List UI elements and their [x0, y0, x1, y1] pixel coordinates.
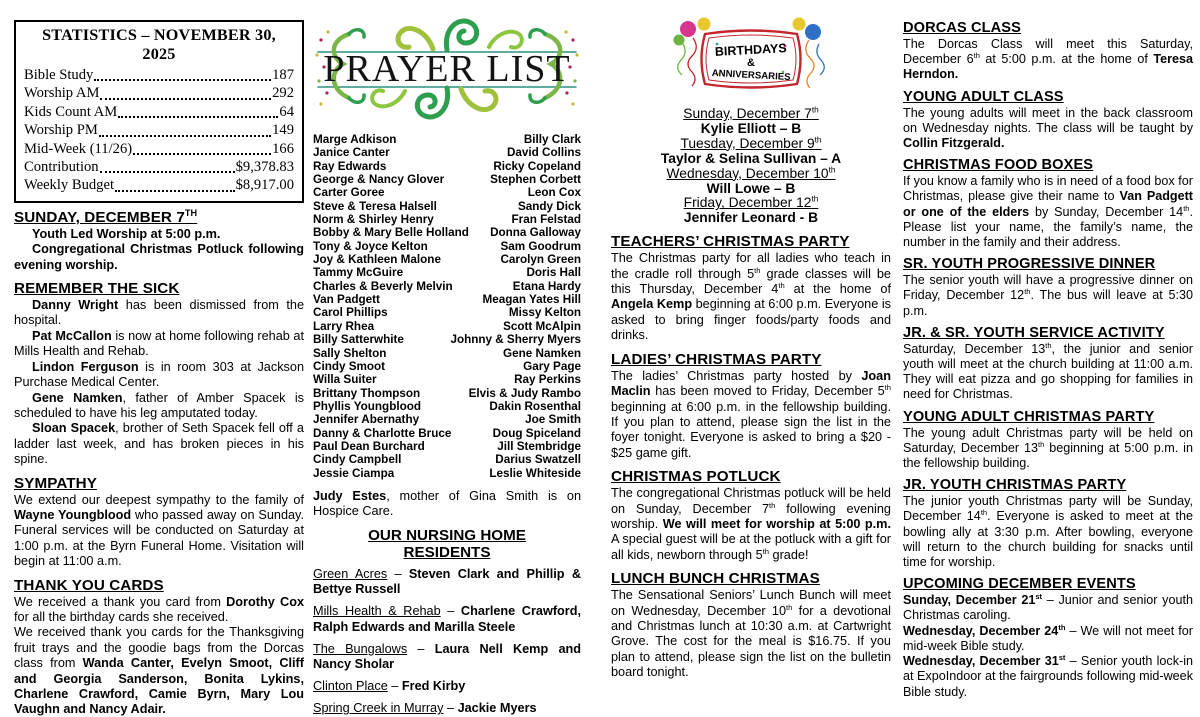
balloon-yellow-left [698, 18, 711, 31]
column-events [611, 16, 891, 681]
section-heading-young-adult-party: YOUNG ADULT CHRISTMAS PARTY [903, 408, 1155, 425]
prayer-name: Norm & Shirley Henry [313, 213, 434, 227]
prayer-name: Meagan Yates Hill [482, 293, 581, 307]
dot-leader [99, 135, 271, 137]
birthday-date: Sunday, December 7th [683, 105, 819, 121]
birthday-name: Will Lowe – B [706, 180, 796, 196]
stat-label: Contribution [24, 159, 99, 176]
prayer-name: Carol Phillips [313, 306, 388, 320]
thankyou-paragraph: We received thank you cards for the Thanksgiving fruit trays and the goodie bags from the Dorcas class from Wanda Canter, Evelyn Smoot, Cliff and Georgia Sanderson, Bonita Lykins, Charlene Crawford, Camie Byrn, Mary Lou Vaughn and Nancy Adair. [14, 625, 304, 717]
prayer-name: Sally Shelton [313, 346, 387, 360]
section-heading-dorcas-class: DORCAS CLASS [903, 20, 1021, 36]
prayer-name: Billy Clark [523, 133, 581, 146]
section-heading-upcoming-events: UPCOMING DECEMBER EVENTS [903, 576, 1136, 593]
dot-leader [118, 116, 278, 118]
sick-paragraph: Danny Wright has been dismissed from the hospital. [14, 298, 305, 328]
prayer-row [313, 200, 581, 213]
prayer-name: Leslie Whiteside [489, 466, 581, 480]
sick-paragraph: Lindon Ferguson is in room 303 at Jackson Purchase Medical Center. [14, 359, 304, 390]
stat-label: Worship AM [24, 85, 100, 102]
prayer-list-header-image [313, 14, 581, 124]
lunch-bunch-body: The Sensational Seniors’ Lunch Bunch will meet on Wednesday, December 10th for a devotional and Christmas lunch at 10:30 a.m. at Cartwright Grove. The cost for the meal is $16.75. If you plan to attend, please sign the list on the bulletin board tonight. [611, 588, 891, 680]
christmas-potluck-body: The congregational Christmas potluck will be held on Sunday, December 7th following evening worship. We will meet for worship at 5:00 p.m. A special guest will be at the potluck with a gift for all kids, newborn through 5th grade! [611, 486, 891, 562]
birthday-name: Jennifer Leonard - B [683, 210, 819, 226]
young-adult-class-body: The young adults will meet in the back classroom on Wednesday nights. The class will be taught by Collin Fitzgerald. [903, 105, 1193, 151]
prayer-row [313, 347, 581, 360]
prayer-name: Cindy Smoot [313, 359, 386, 373]
sick-paragraph: Pat McCallon is now at home following rehab at Mills Health and Rehab. [14, 328, 304, 359]
prayer-name: Joe Smith [525, 413, 581, 427]
prayer-row [313, 333, 581, 346]
statistics-row [24, 103, 294, 121]
statistics-row [24, 140, 294, 158]
prayer-name: Paul Dean Burchard [313, 439, 425, 453]
nursing-home-entry: Spring Creek in Murray – Jackie Myers [313, 701, 537, 716]
prayer-name: Stephen Corbett [490, 173, 581, 187]
balloon-blue [805, 24, 821, 40]
banner-text-anniversaries: ANNIVERSARIES [711, 67, 791, 84]
prayer-row [313, 467, 581, 480]
prayer-row [313, 266, 581, 279]
prayer-row [313, 253, 581, 266]
teachers-party-body: The Christmas party for all ladies who teach in the cradle roll through 5th grade classes will be this Thursday, December 4th at the home of Angela Kemp beginning at 6:00 p.m. Everyone is asked to bring finger foods/party foods and drinks. [611, 251, 892, 343]
prayer-name: Jill Stembridge [497, 439, 581, 453]
prayer-name: Ricky Copeland [493, 159, 581, 173]
prayer-name: Elvis & Judy Rambo [468, 386, 581, 400]
prayer-list-title: PRAYER LIST [323, 48, 571, 90]
stat-value: 64 [279, 103, 294, 120]
jr-youth-party-body: The junior youth Christmas party will be Sunday, December 14th. Everyone is asked to meet at the bowling ally at 3:30 p.m. After bowling, everyone will return to the church building for snacks until time for worship. [903, 494, 1193, 570]
prayer-name: Johnny & Sherry Myers [450, 333, 581, 347]
prayer-row [313, 160, 581, 173]
prayer-row [313, 387, 581, 400]
prayer-row [313, 240, 581, 253]
prayer-row [313, 186, 581, 199]
prayer-name: David Collins [506, 146, 581, 160]
stat-label: Kids Count AM [24, 103, 118, 120]
prayer-name: Joy & Kathleen Malone [313, 253, 441, 267]
prayer-name: Dakin Rosenthal [489, 399, 581, 413]
section-heading-thank-you-cards: THANK YOU CARDS [14, 576, 164, 594]
stat-value: 187 [272, 67, 294, 83]
prayer-name: Gene Namken [503, 346, 581, 360]
prayer-row [313, 413, 581, 426]
prayer-name: Leon Cox [527, 186, 581, 200]
prayer-row [313, 360, 581, 373]
prayer-name: Fran Felstad [511, 213, 581, 227]
prayer-name: Doug Spiceland [492, 426, 581, 440]
stat-value: $8,917.00 [235, 177, 294, 194]
section-heading-sunday: SUNDAY, DECEMBER 7TH [14, 207, 198, 226]
ladies-party-body: The ladies’ Christmas party hosted by Joan Maclin has been moved to Friday, December 5th beginning at 6:00 p.m. in the fellowship building. If you plan to attend, please sign the list in the foyer tonight. Everyone is asked to bring a $20 - $25 game gift. [611, 368, 891, 460]
sick-paragraph: Sloan Spacek, brother of Seth Spacek fell off a ladder last week, and has broken pieces in his spine. [14, 421, 304, 467]
prayer-name: Jessie Ciampa [313, 466, 395, 480]
prayer-row [313, 306, 581, 319]
prayer-name: Etana Hardy [512, 279, 581, 293]
prayer-row [313, 173, 581, 186]
prayer-row [313, 213, 581, 226]
prayer-name: Ray Edwards [313, 159, 387, 173]
dot-leader [100, 171, 235, 173]
birthday-date: Tuesday, December 9th [680, 135, 822, 151]
balloon-green [674, 35, 685, 46]
prayer-name: Tammy McGuire [313, 266, 404, 280]
stat-label: Mid-Week (11/26) [24, 140, 133, 157]
nursing-home-entry: Clinton Place – Fred Kirby [313, 679, 466, 694]
prayer-row [313, 453, 581, 466]
prayer-name: Scott McAlpin [503, 319, 581, 333]
section-heading-young-adult-class: YOUNG ADULT CLASS [903, 88, 1064, 105]
section-heading-service-activity: JR. & SR. YOUTH SERVICE ACTIVITY [903, 324, 1165, 341]
sympathy-paragraph: We extend our deepest sympathy to the family of Wayne Youngblood who passed away on Sunday. Funeral services will be conducted on Saturday at 1:00 p.m. at the Byrn Funeral Home. Visitation will begin at 11:00 a.m. [14, 492, 304, 569]
stat-label: Bible Study [24, 67, 94, 83]
prayer-name: Willa Suiter [313, 373, 377, 387]
stat-label: Weekly Budget [24, 177, 115, 194]
upcoming-event: Sunday, December 21st – Junior and senior youth Christmas caroling. [903, 592, 1193, 623]
section-heading-lunch-bunch: LUNCH BUNCH CHRISTMAS [611, 570, 820, 588]
stat-value: 292 [272, 85, 294, 102]
banner-text-birthdays: BIRTHDAYS [714, 41, 787, 59]
section-heading-jr-youth-party: JR. YOUTH CHRISTMAS PARTY [903, 477, 1127, 494]
section-heading-sympathy: SYMPATHY [14, 474, 97, 492]
thankyou-paragraph: We received a thank you card from Dorothy Cox for all the birthday cards she received. [14, 594, 304, 624]
prayer-name: Carolyn Green [500, 253, 581, 267]
balloon-pink [680, 21, 696, 37]
prayer-name: Sam Goodrum [500, 239, 581, 253]
prayer-name: Cindy Campbell [313, 453, 402, 467]
statistics-row [24, 121, 294, 139]
column-statistics-news [14, 20, 304, 717]
birthdays-banner-wrap [611, 16, 891, 105]
prayer-row [313, 427, 581, 440]
nursing-home-entry: The Bungalows – Laura Nell Kemp and Nancy Sholar [313, 641, 581, 671]
section-heading-progressive-dinner: SR. YOUTH PROGRESSIVE DINNER [903, 256, 1156, 273]
dot-leader [94, 79, 271, 81]
statistics-row [24, 84, 294, 102]
banner-text-amp: & [747, 57, 755, 69]
sunday-line: Congregational Christmas Potluck following evening worship. [14, 242, 304, 272]
prayer-name: Darius Swatzell [495, 453, 581, 467]
section-heading-teachers-party: TEACHERS’ CHRISTMAS PARTY [611, 233, 850, 251]
birthday-date: Wednesday, December 10th [666, 165, 836, 181]
statistics-row [24, 176, 294, 194]
prayer-name: Donna Galloway [490, 226, 581, 240]
statistics-row [24, 66, 294, 84]
nursing-home-entry: Green Acres – Steven Clark and Phillip & Bettye Russell [313, 566, 581, 597]
birthday-name: Kylie Elliott – B [700, 120, 802, 136]
upcoming-event: Wednesday, December 24th – We will not meet for mid-week Bible study. [903, 622, 1193, 653]
column-classes-youth [903, 20, 1193, 700]
birthday-name: Taylor & Selina Sullivan – A [660, 150, 842, 166]
hospice-note: Judy Estes, mother of Gina Smith is on Hospice Care. [313, 488, 581, 518]
section-heading-nursing-home: OUR NURSING HOME RESIDENTS [368, 526, 526, 561]
prayer-name: Phyllis Youngblood [313, 399, 421, 413]
stat-label: Worship PM [24, 122, 98, 139]
balloon-yellow-right [793, 18, 806, 31]
dot-leader [100, 98, 271, 100]
prayer-name: Missy Kelton [508, 306, 581, 320]
prayer-row [313, 293, 581, 306]
column-prayer-list [313, 14, 581, 717]
prayer-name: Danny & Charlotte Bruce [313, 426, 452, 440]
upcoming-event: Wednesday, December 31st – Senior youth lock-in at ExpoIndoor at the fairgrounds following mid-week Bible study. [903, 652, 1193, 699]
sunday-line: Youth Led Worship at 5:00 p.m. [32, 226, 221, 241]
section-heading-christmas-potluck: CHRISTMAS POTLUCK [611, 468, 781, 486]
prayer-name: Billy Satterwhite [313, 333, 404, 347]
prayer-row [313, 440, 581, 453]
dot-leader [115, 190, 235, 192]
prayer-row [313, 226, 581, 239]
prayer-name: Steve & Teresa Halsell [313, 199, 437, 213]
birthday-date: Friday, December 12th [683, 194, 819, 211]
section-heading-food-boxes: CHRISTMAS FOOD BOXES [903, 157, 1094, 174]
prayer-name: George & Nancy Glover [313, 173, 445, 187]
prayer-name: Doris Hall [526, 266, 581, 280]
section-heading-ladies-party: LADIES’ CHRISTMAS PARTY [611, 350, 822, 368]
dot-leader [133, 153, 271, 155]
prayer-name: Ray Perkins [514, 373, 581, 387]
stat-value: $9,378.83 [235, 159, 294, 176]
stat-value: 149 [272, 122, 294, 139]
progressive-dinner-body: The senior youth will have a progressive dinner on Friday, December 12th. The bus will leave at 5:30 p.m. [903, 273, 1193, 318]
prayer-row [313, 146, 581, 159]
prayer-name: Gary Page [523, 359, 581, 373]
food-boxes-body: If you know a family who is in need of a food box for Christmas, please give their name to Van Padgett or one of the elders by Sunday, December 14th. Please list your name, the family’s name, the number in the family and their address. [903, 174, 1193, 250]
sick-paragraph: Gene Namken, father of Amber Spacek is scheduled to have his leg amputated today. [14, 390, 304, 420]
prayer-name: Brittany Thompson [313, 386, 421, 400]
dorcas-class-body: The Dorcas Class will meet this Saturday, December 6th at 5:00 p.m. at the home of Teresa Herndon. [903, 37, 1193, 82]
prayer-name: Bobby & Mary Belle Holland [313, 226, 469, 240]
prayer-name: Tony & Joyce Kelton [313, 239, 428, 253]
service-activity-body: Saturday, December 13th, the junior and senior youth will meet at the church building at 11:00 a.m. They will eat pizza and go shopping for families in need for Christmas. [903, 340, 1193, 402]
prayer-row [313, 280, 581, 293]
prayer-name: Van Padgett [313, 293, 380, 307]
statistics-title: STATISTICS – NOVEMBER 30, 2025 [42, 26, 276, 63]
nursing-home-entry: Mills Health & Rehab – Charlene Crawford, Ralph Edwards and Marilla Steele [313, 604, 582, 634]
prayer-row [313, 373, 581, 386]
prayer-name: Charles & Beverly Melvin [313, 279, 453, 293]
prayer-names-list [313, 133, 581, 480]
birthdays-anniversaries-banner [671, 16, 831, 100]
prayer-row [313, 133, 581, 146]
prayer-name: Janice Canter [313, 146, 390, 160]
birthday-list [611, 107, 891, 226]
prayer-name: Sandy Dick [517, 199, 581, 213]
prayer-name: Carter Goree [313, 186, 385, 200]
young-adult-party-body: The young adult Christmas party will be held on Saturday, December 13th beginning at 5:00 p.m. in the fellowship building. [903, 425, 1193, 471]
statistics-row [24, 158, 294, 176]
prayer-name: Marge Adkison [313, 133, 397, 146]
statistics-box [14, 20, 304, 203]
stat-value: 166 [272, 140, 294, 157]
prayer-row [313, 400, 581, 413]
prayer-row [313, 320, 581, 333]
prayer-name: Larry Rhea [313, 319, 375, 333]
section-heading-remember-the-sick: REMEMBER THE SICK [14, 280, 180, 298]
prayer-name: Jennifer Abernathy [313, 413, 420, 427]
